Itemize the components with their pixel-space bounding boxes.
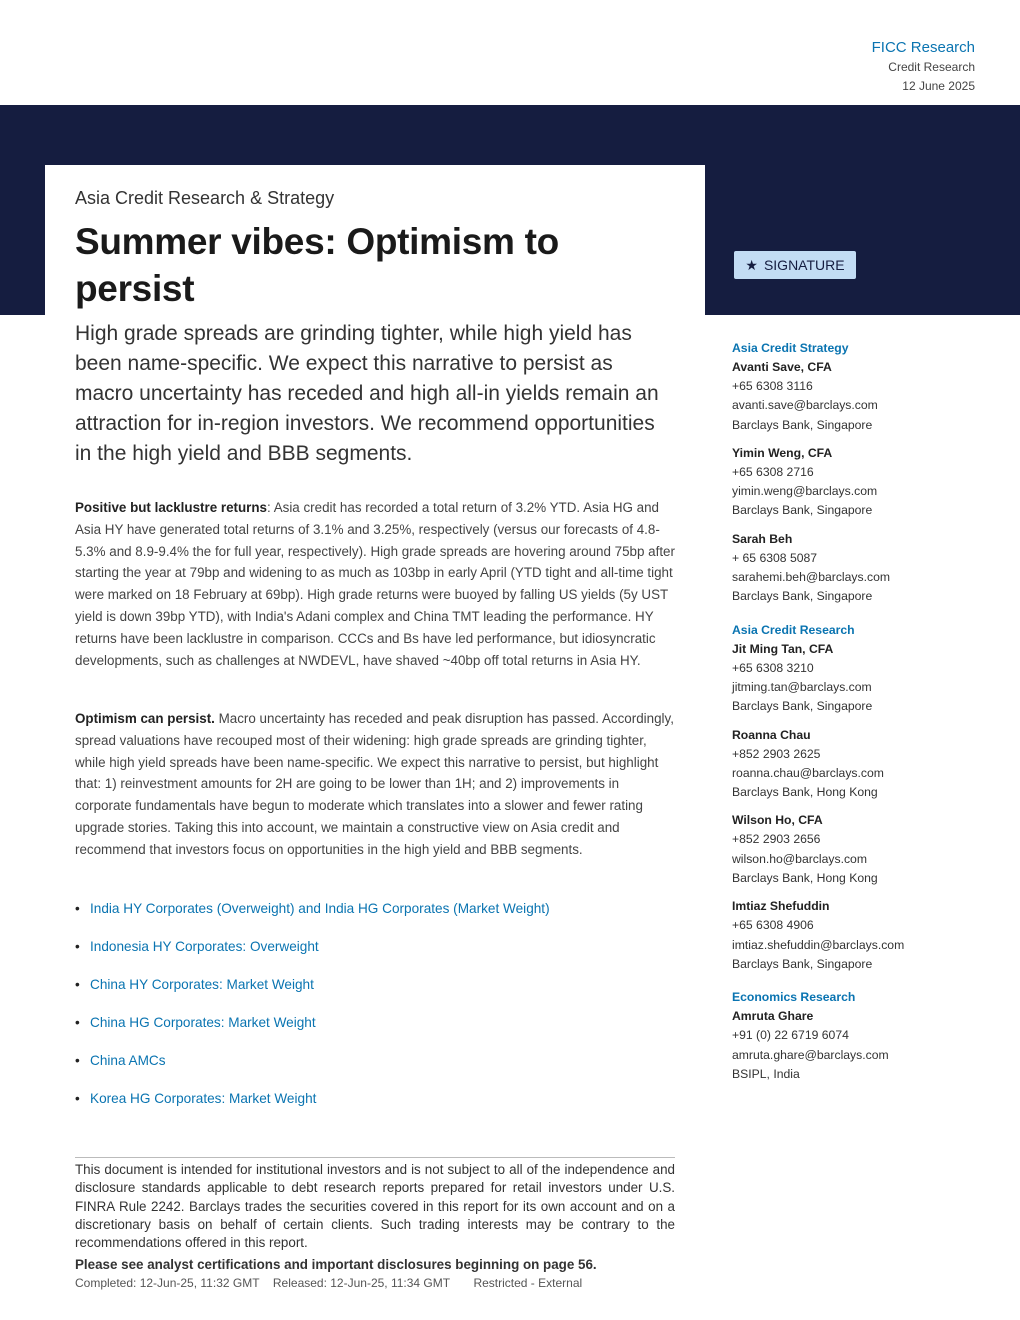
- analyst-entity: Barclays Bank, Hong Kong: [732, 785, 878, 800]
- analyst-entity: Barclays Bank, Hong Kong: [732, 871, 878, 886]
- analyst-phone: +65 6308 4906: [732, 918, 814, 933]
- analyst-phone: +65 6308 3210: [732, 660, 814, 675]
- analyst-card: [732, 1007, 992, 1084]
- recommendation-link[interactable]: China HG Corporates: Market Weight: [90, 1015, 316, 1030]
- section-returns: [75, 497, 675, 671]
- report-summary: High grade spreads are grinding tighter, while high yield has been name-specific. We expect this narrative to persist as macro uncertainty has receded and high all-in yields remain an attraction for in-region investors. We recommend opportunities in the high yield and BBB segments.: [75, 322, 659, 465]
- analyst-name: Yimin Weng, CFA: [732, 445, 833, 460]
- bullet: •: [75, 1015, 80, 1030]
- group-title: Economics Research: [732, 990, 856, 1005]
- signature-badge: [734, 251, 856, 279]
- analyst-card: [732, 726, 992, 803]
- analyst-name: Sarah Beh: [732, 531, 793, 546]
- analyst-email[interactable]: yimin.weng@barclays.com: [732, 484, 878, 499]
- analyst-email[interactable]: sarahemi.beh@barclays.com: [732, 570, 891, 585]
- released-timestamp: Released: 12-Jun-25, 11:34 GMT: [272, 1276, 451, 1290]
- analyst-entity: Barclays Bank, Singapore: [732, 699, 873, 714]
- analyst-card: [732, 358, 992, 435]
- contact-group-asia-credit-research: [732, 621, 992, 975]
- contact-group-asia-credit-strategy: [732, 339, 992, 607]
- analyst-email[interactable]: amruta.ghare@barclays.com: [732, 1047, 889, 1062]
- analyst-email[interactable]: imtiaz.shefuddin@barclays.com: [732, 937, 905, 952]
- analyst-phone: +65 6308 3116: [732, 379, 813, 393]
- analyst-entity: Barclays Bank, Singapore: [732, 503, 873, 518]
- list-item: [75, 1050, 675, 1088]
- disclaimer: This document is intended for institutional investors and is not subject to all of the independence and disclosure standards applicable to debt research reports prepared for retail investors under U.S. FINRA Rule 2242. Barclays trades the securities covered in this report for its own account and on a discretionary basis on behalf of certain clients. Such trading interests may be contrary to the recommendations offered in this report.: [75, 1157, 675, 1252]
- section-heading: Positive but lacklustre returns: [75, 500, 267, 515]
- analyst-name: Jit Ming Tan, CFA: [732, 641, 834, 656]
- analyst-email[interactable]: avanti.save@barclays.com: [732, 398, 878, 413]
- recommendation-link[interactable]: Indonesia HY Corporates: Overweight: [90, 939, 319, 954]
- section-text: Macro uncertainty has receded and peak disruption has passed. Accordingly, spread valuations have recouped most of their widening: high grade spreads are grinding tighter, while high yield spreads have been name-specific. We expect this narrative to persist, but highlight that: 1) reinvestment amounts for 2H are going to be lower than 1H; and 2) improvements in corporate fundamentals have begun to moderate which translates into a slower and fewer rating upgrade stories. Taking this into account, we maintain a constructive view on Asia credit and recommend that investors focus on opportunities in the high yield and BBB segments.: [75, 711, 674, 857]
- analyst-name: Roanna Chau: [732, 727, 811, 742]
- analyst-name: Wilson Ho, CFA: [732, 813, 823, 828]
- report-date: 12 June 2025: [902, 79, 975, 93]
- analyst-phone: +91 (0) 22 6719 6074: [732, 1028, 849, 1043]
- analyst-contacts: [732, 339, 992, 1098]
- analyst-email[interactable]: jitming.tan@barclays.com: [732, 679, 872, 694]
- list-item: [75, 936, 675, 974]
- analyst-entity: Barclays Bank, Singapore: [732, 956, 873, 971]
- analyst-card: [732, 444, 992, 521]
- recommendation-link[interactable]: Korea HG Corporates: Market Weight: [90, 1091, 317, 1106]
- analyst-entity: Barclays Bank, Singapore: [732, 589, 873, 604]
- analyst-entity: BSIPL, India: [732, 1066, 800, 1081]
- analyst-card: [732, 530, 992, 607]
- list-item: [75, 1088, 675, 1126]
- analyst-name: Imtiaz Shefuddin: [732, 899, 830, 914]
- analyst-email[interactable]: roanna.chau@barclays.com: [732, 765, 884, 780]
- bullet: •: [75, 1053, 80, 1068]
- analyst-card: [732, 897, 992, 974]
- analyst-email[interactable]: wilson.ho@barclays.com: [732, 851, 867, 866]
- footer-meta: [75, 1276, 582, 1290]
- analyst-phone: +852 2903 2656: [732, 832, 821, 847]
- report-title: Summer vibes: Optimism to persist: [75, 221, 559, 309]
- recommendation-link[interactable]: China HY Corporates: Market Weight: [90, 977, 314, 992]
- disclosures-note: Please see analyst certifications and important disclosures beginning on page 56.: [75, 1257, 597, 1272]
- analyst-card: [732, 640, 992, 717]
- section-optimism: [75, 708, 675, 861]
- group-title: Asia Credit Research: [732, 622, 855, 637]
- recommendation-link[interactable]: China AMCs: [90, 1053, 166, 1068]
- section-heading: Optimism can persist.: [75, 711, 215, 726]
- analyst-card: [732, 811, 992, 888]
- bullet: •: [75, 977, 80, 992]
- analyst-name: Avanti Save, CFA: [732, 360, 832, 374]
- analyst-name: Amruta Ghare: [732, 1009, 814, 1024]
- analyst-phone: + 65 6308 5087: [732, 550, 818, 565]
- section-text: : Asia credit has recorded a total return of 3.2% YTD. Asia HG and Asia HY have generated total returns of 3.1% and 3.25%, respectively (versus our forecasts of 4.8-5.3% and 8.9-9.4% the for full year, respectively). High grade spreads are hovering around 75bp after starting the year at 79bp and widening to as much as 103bp in early April (YTD tight and all-time tight were marked on 18 February at 69bp). High grade returns were buoyed by falling US yields (5y UST yield is down 39bp YTD), with India's Adani complex and China TMT leading the performance. HY returns have been lacklustre in comparison. CCCs and Bs have led performance, but idiosyncratic developments, such as challenges at NWDEVL, have shaved ~40bp off total returns in Asia HY.: [75, 500, 675, 668]
- analyst-entity: Barclays Bank, Singapore: [732, 417, 873, 432]
- bullet: •: [75, 901, 80, 916]
- brand-line: FICC Research: [871, 39, 975, 56]
- recommendation-link[interactable]: India HY Corporates (Overweight) and India HG Corporates (Market Weight): [90, 901, 550, 916]
- contact-group-economics-research: [732, 988, 992, 1084]
- restriction-label: Restricted - External: [473, 1276, 583, 1290]
- report-category: Credit Research: [888, 60, 975, 74]
- list-item: [75, 974, 675, 1012]
- list-item: [75, 898, 675, 936]
- analyst-phone: +65 6308 2716: [732, 464, 814, 479]
- report-kicker: Asia Credit Research & Strategy: [75, 188, 335, 208]
- analyst-phone: +852 2903 2625: [732, 746, 821, 761]
- bullet: •: [75, 1091, 80, 1106]
- completed-timestamp: Completed: 12-Jun-25, 11:32 GMT: [75, 1276, 260, 1290]
- star-icon: ★: [745, 256, 758, 273]
- list-item: [75, 1012, 675, 1050]
- recommendation-list: [75, 898, 675, 1126]
- group-title: Asia Credit Strategy: [732, 341, 849, 355]
- bullet: •: [75, 939, 80, 954]
- signature-badge-label: SIGNATURE: [763, 257, 845, 273]
- report-header: [872, 37, 975, 96]
